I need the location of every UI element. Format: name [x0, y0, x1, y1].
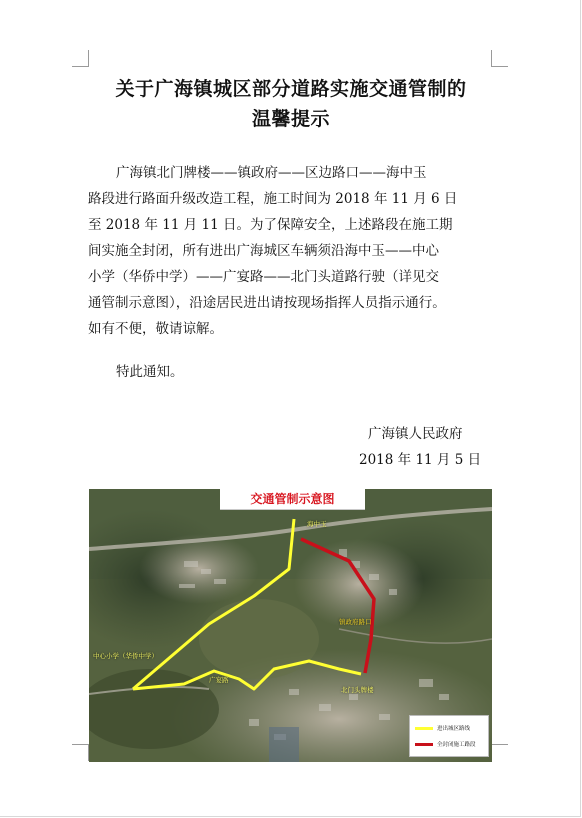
signature-date: 2018 年 11 月 5 日	[359, 452, 482, 468]
body-line: 路段进行路面升级改造工程，施工时间为 2018 年 11 月 6 日	[88, 191, 458, 207]
margin-corner-bottom-left	[72, 744, 89, 761]
closing-notice: 特此通知。	[116, 364, 184, 380]
map-legend	[409, 715, 489, 757]
body-line: 通管制示意图），沿途居民进出请按现场指挥人员指示通行。	[88, 295, 446, 311]
document-title-line-2: 温馨提示	[251, 108, 330, 130]
body-line: 至 2018 年 11 月 11 日。为了保障安全，上述路段在施工期	[88, 217, 453, 233]
margin-corner-top-left	[72, 50, 89, 67]
map-label-top: 海中玉	[307, 520, 327, 528]
map-label-bottom-right: 北门头牌楼	[341, 686, 374, 694]
body-line: 广海镇北门牌楼——镇政府——区边路口——海中玉	[116, 165, 427, 181]
margin-corner-bottom-right	[491, 744, 508, 761]
traffic-control-map	[89, 489, 492, 762]
map-label-mid: 广宴路	[209, 676, 229, 684]
legend-label-closed: 全封闭施工路段	[437, 742, 476, 748]
map-title: 交通管制示意图	[220, 489, 365, 510]
legend-swatch-closed	[415, 743, 433, 746]
legend-row-closed	[415, 740, 476, 748]
map-label-red-mid: 镇政府路口	[339, 618, 372, 626]
body-paragraph	[88, 160, 492, 342]
document-title-line-1: 关于广海镇城区部分道路实施交通管制的	[115, 78, 467, 100]
legend-swatch-detour	[415, 727, 433, 730]
signature-organization: 广海镇人民政府	[368, 426, 463, 442]
body-line: 如有不便，敬请谅解。	[88, 321, 223, 337]
legend-label-detour: 进出城区路线	[437, 726, 471, 732]
margin-corner-top-right	[491, 50, 508, 67]
map-label-left: 中心小学（华侨中学）	[93, 652, 158, 660]
body-line: 间实施全封闭，所有进出广海城区车辆须沿海中玉——中心	[88, 243, 439, 259]
body-line: 小学（华侨中学）——广宴路——北门头道路行驶（详见交	[88, 269, 439, 285]
legend-row-detour	[415, 724, 470, 732]
